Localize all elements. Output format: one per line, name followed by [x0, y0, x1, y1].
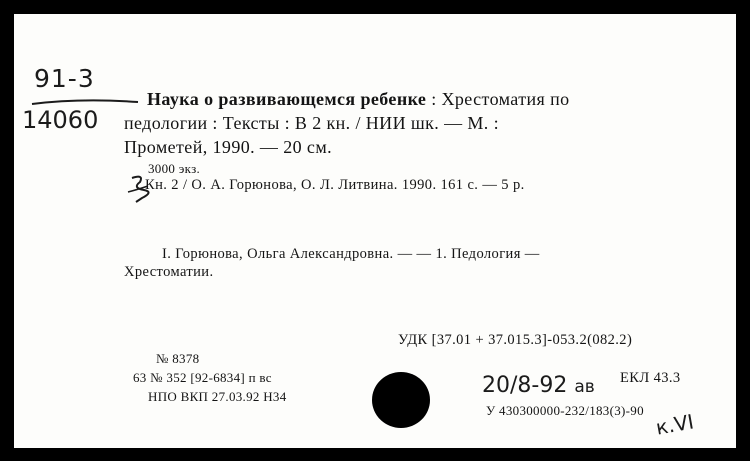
handwritten-shelf-mark-top: 91-3	[34, 64, 95, 93]
handwritten-corner-mark: к.VI	[654, 409, 696, 440]
ekl-code: ЕКЛ 43.3	[620, 370, 681, 386]
handwritten-bottom-note	[482, 373, 595, 398]
entry-line-3: Прометей, 1990. — 20 см.	[124, 137, 333, 157]
catalog-card	[14, 14, 736, 448]
handwritten-suffix: ав	[574, 377, 595, 397]
classification-code: У 430300000-232/183(3)-90	[486, 403, 644, 418]
entry-volume-year: 1990.	[401, 177, 437, 193]
entry-volume-prefix: Кн. 2 / О. А. Горюнова, О. Л. Литвина.	[145, 177, 398, 193]
entry-volume-line	[145, 177, 525, 194]
entry-title-rest: : Хрестоматия по	[426, 89, 570, 109]
entry-copies: 3000 экз.	[148, 161, 201, 176]
udc-code: УДК [37.01 + 37.015.3]-053.2(082.2)	[398, 332, 633, 348]
punch-hole	[372, 372, 430, 428]
tracings-line-2: Хрестоматии.	[124, 264, 214, 280]
entry-line-2: педологии : Тексты : В 2 кн. / НИИ шк. — М. :	[124, 113, 499, 133]
entry-title-bold: Наука о развивающемся ребенке	[147, 89, 427, 109]
order-line: 63 № 352 [92-6834] п вс	[133, 370, 272, 385]
card-number: № 8378	[156, 351, 200, 366]
tracings-line-1: I. Горюнова, Ольга Александровна. — — 1. Педология —	[162, 246, 540, 262]
entry-volume-rest: 161 с. — 5 р.	[436, 177, 525, 193]
handwritten-date: 20/8-92	[482, 373, 568, 398]
publisher-org-line: НПО ВКП 27.03.92 Н34	[148, 389, 287, 404]
entry-title-line	[147, 89, 570, 110]
handwritten-shelf-mark-bottom: 14060	[22, 106, 99, 134]
